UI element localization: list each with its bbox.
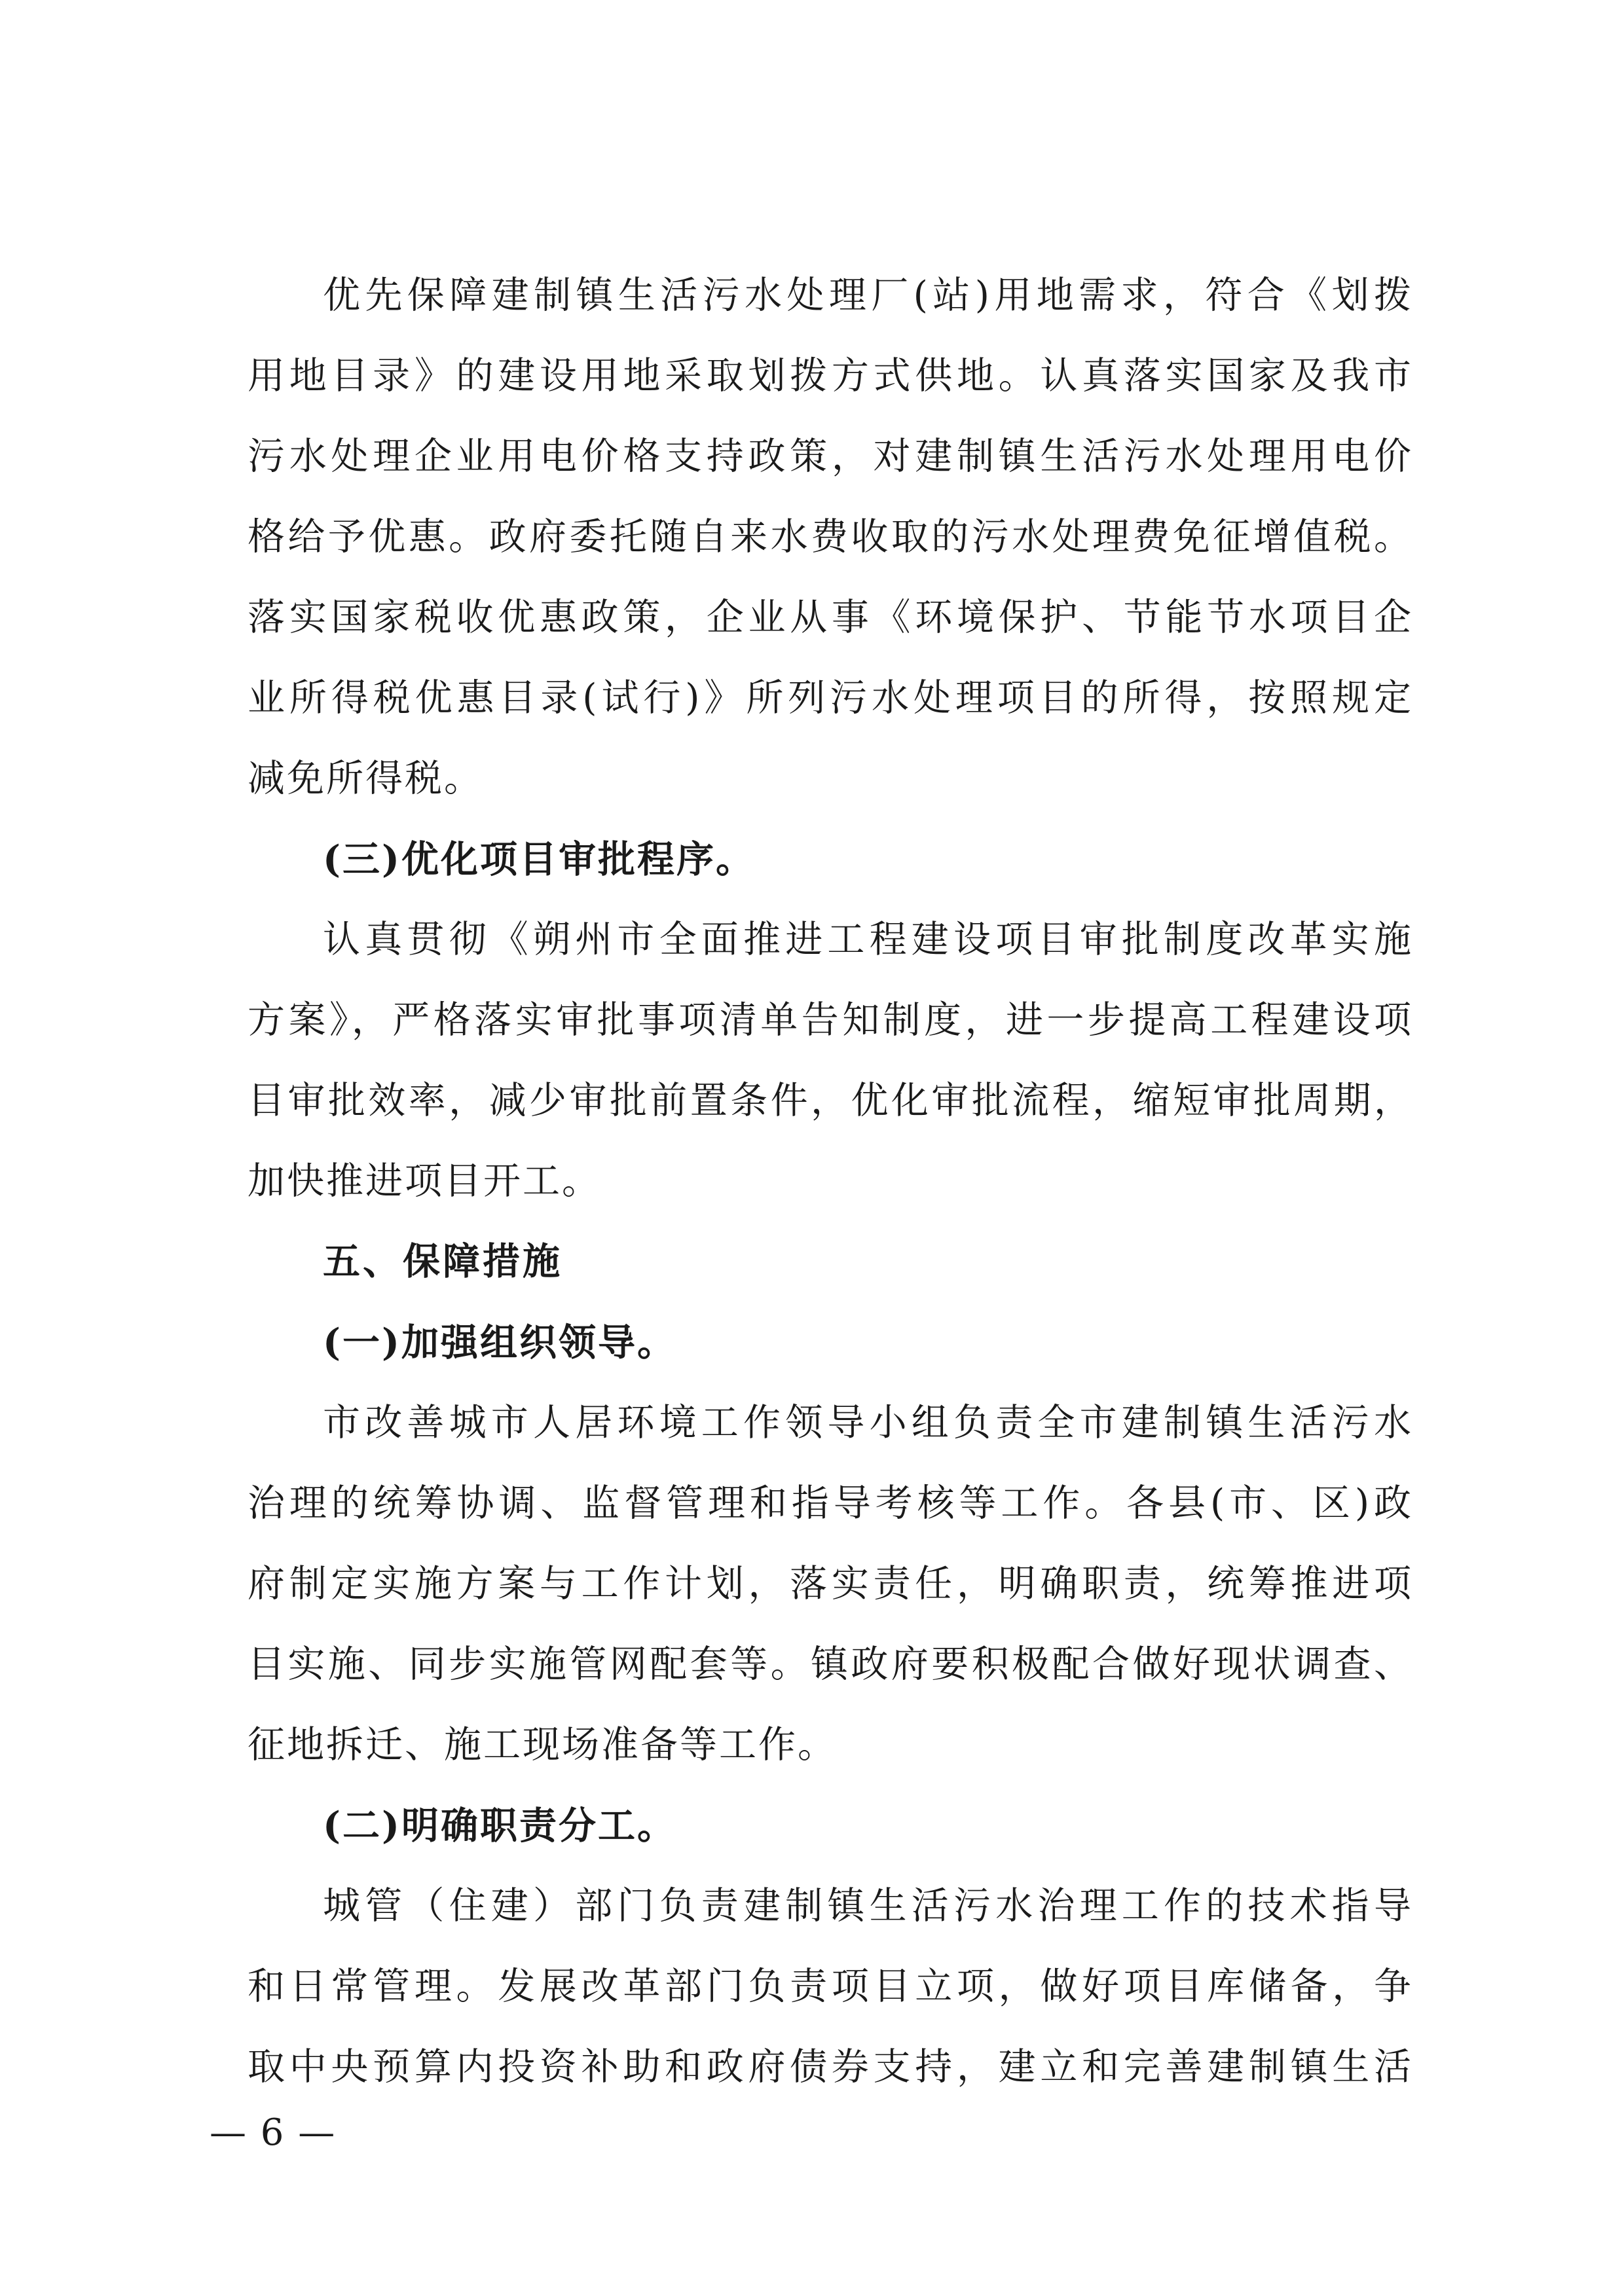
section-heading: 五、保障措施	[323, 1240, 563, 1283]
paragraph-line: 优先保障建制镇生活污水处理厂(站)用地需求，符合《划拨	[323, 274, 1413, 317]
paragraph-line: 减免所得税。	[248, 757, 483, 800]
paragraph-line: 业所得税优惠目录(试行)》所列污水处理项目的所得，按照规定	[248, 676, 1413, 720]
paragraph-line: 方案》，严格落实审批事项清单告知制度，进一步提高工程建设项	[248, 998, 1413, 1042]
paragraph-line: 府制定实施方案与工作计划，落实责任，明确职责，统筹推进项	[248, 1562, 1413, 1605]
paragraph-line: 市改善城市人居环境工作领导小组负责全市建制镇生活污水	[323, 1401, 1413, 1444]
paragraph-line: 污水处理企业用电价格支持政策，对建制镇生活污水处理用电价	[248, 435, 1413, 478]
paragraph-line: 治理的统筹协调、监督管理和指导考核等工作。各县(市、区)政	[248, 1482, 1413, 1525]
paragraph-line: 城管（住建）部门负责建制镇生活污水治理工作的技术指导	[323, 1884, 1413, 1927]
paragraph-line: 认真贯彻《朔州市全面推进工程建设项目审批制度改革实施	[323, 918, 1413, 961]
paragraph-line: 格给予优惠。政府委托随自来水费收取的污水处理费免征增值税。	[248, 515, 1413, 558]
paragraph-line: 落实国家税收优惠政策，企业从事《环境保护、节能节水项目企	[248, 596, 1413, 639]
paragraph-line: 目审批效率，减少审批前置条件，优化审批流程，缩短审批周期，	[248, 1079, 1413, 1122]
paragraph-line: 目实施、同步实施管网配套等。镇政府要积极配合做好现状调查、	[248, 1643, 1413, 1686]
page-number: — 6 —	[210, 2111, 337, 2154]
paragraph-line: 取中央预算内投资补助和政府债券支持，建立和完善建制镇生活	[248, 2045, 1413, 2088]
paragraph-line: 征地拆迁、施工现场准备等工作。	[248, 1723, 837, 1766]
paragraph-line: 加快推进项目开工。	[248, 1159, 601, 1203]
subsection-heading: (一)加强组织领导。	[323, 1321, 676, 1364]
subsection-heading: (三)优化项目审批程序。	[323, 837, 755, 881]
paragraph-line: 用地目录》的建设用地采取划拨方式供地。认真落实国家及我市	[248, 354, 1413, 397]
paragraph-line: 和日常管理。发展改革部门负责项目立项，做好项目库储备，争	[248, 1965, 1413, 2008]
subsection-heading: (二)明确职责分工。	[323, 1804, 676, 1848]
body-text	[248, 255, 1413, 2107]
